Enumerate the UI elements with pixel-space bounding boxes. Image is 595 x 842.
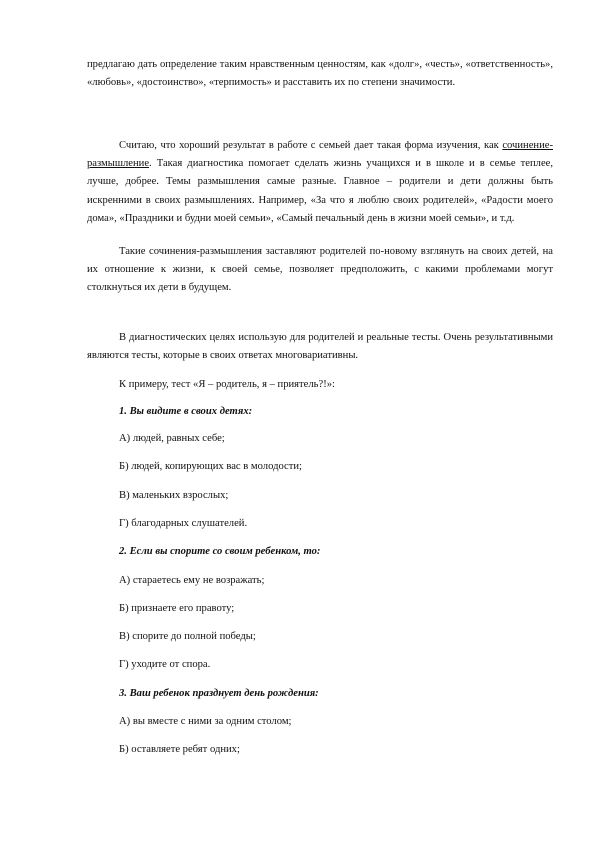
essay-method-term: сочинение-размышление: [87, 140, 553, 170]
answer-option: А) стараетесь ему не возражать;: [119, 575, 265, 586]
tests-paragraph: В диагностических целях использую для родителей и реальные тесты. Очень результативными являются тесты, которые в своих ответах многовариативны.: [87, 332, 553, 362]
question-title: 1. Вы видите в своих детях:: [119, 406, 253, 417]
essay-lead: Считаю, что хороший результат в работе с семьей дает такая форма изучения, как: [119, 140, 503, 151]
answer-option: В) спорите до полной победы;: [119, 631, 256, 642]
essay-rest: . Такая диагностика помогает сделать жизнь учащихся и в школе и в семье теплее, лучше, добрее. Темы размышления самые разные. Главное – родители и дети должны быть искренними в своих размышлениях. Например, «За что я люблю своих родителей», «Радости моего дома», «Праздники и будни моей семьи», «Самый печальный день в жизни моей семьи», и т.д.: [87, 158, 553, 224]
essay-effect-paragraph: Такие сочинения-размышления заставляют родителей по-новому взглянуть на своих детей, на их отношение к жизни, к своей семье, позволяет предположить, с какими проблемами могут столкнуться их дети в будущем.: [87, 246, 553, 294]
answer-option: А) людей, равных себе;: [119, 433, 225, 444]
answer-option: А) вы вместе с ними за одним столом;: [119, 716, 292, 727]
intro-paragraph: предлагаю дать определение таким нравственным ценностям, как «долг», «честь», «ответственность», «любовь», «достоинство», «терпимость» и расставить их по степени значимости.: [87, 59, 553, 89]
answer-option: Б) признаете его правоту;: [119, 603, 235, 614]
answer-option: В) маленьких взрослых;: [119, 490, 229, 501]
essay-paragraph: [87, 137, 553, 228]
answer-option: Г) уходите от спора.: [119, 659, 211, 670]
question-title: 2. Если вы спорите со своим ребенком, то:: [119, 546, 321, 557]
answer-option: Г) благодарных слушателей.: [119, 518, 248, 529]
answer-option: Б) оставляете ребят одних;: [119, 744, 240, 755]
answer-option: Б) людей, копирующих вас в молодости;: [119, 461, 302, 472]
question-title: 3. Ваш ребенок празднует день рождения:: [119, 688, 319, 699]
test-example-line: К примеру, тест «Я – родитель, я – приятель?!»:: [119, 379, 335, 390]
